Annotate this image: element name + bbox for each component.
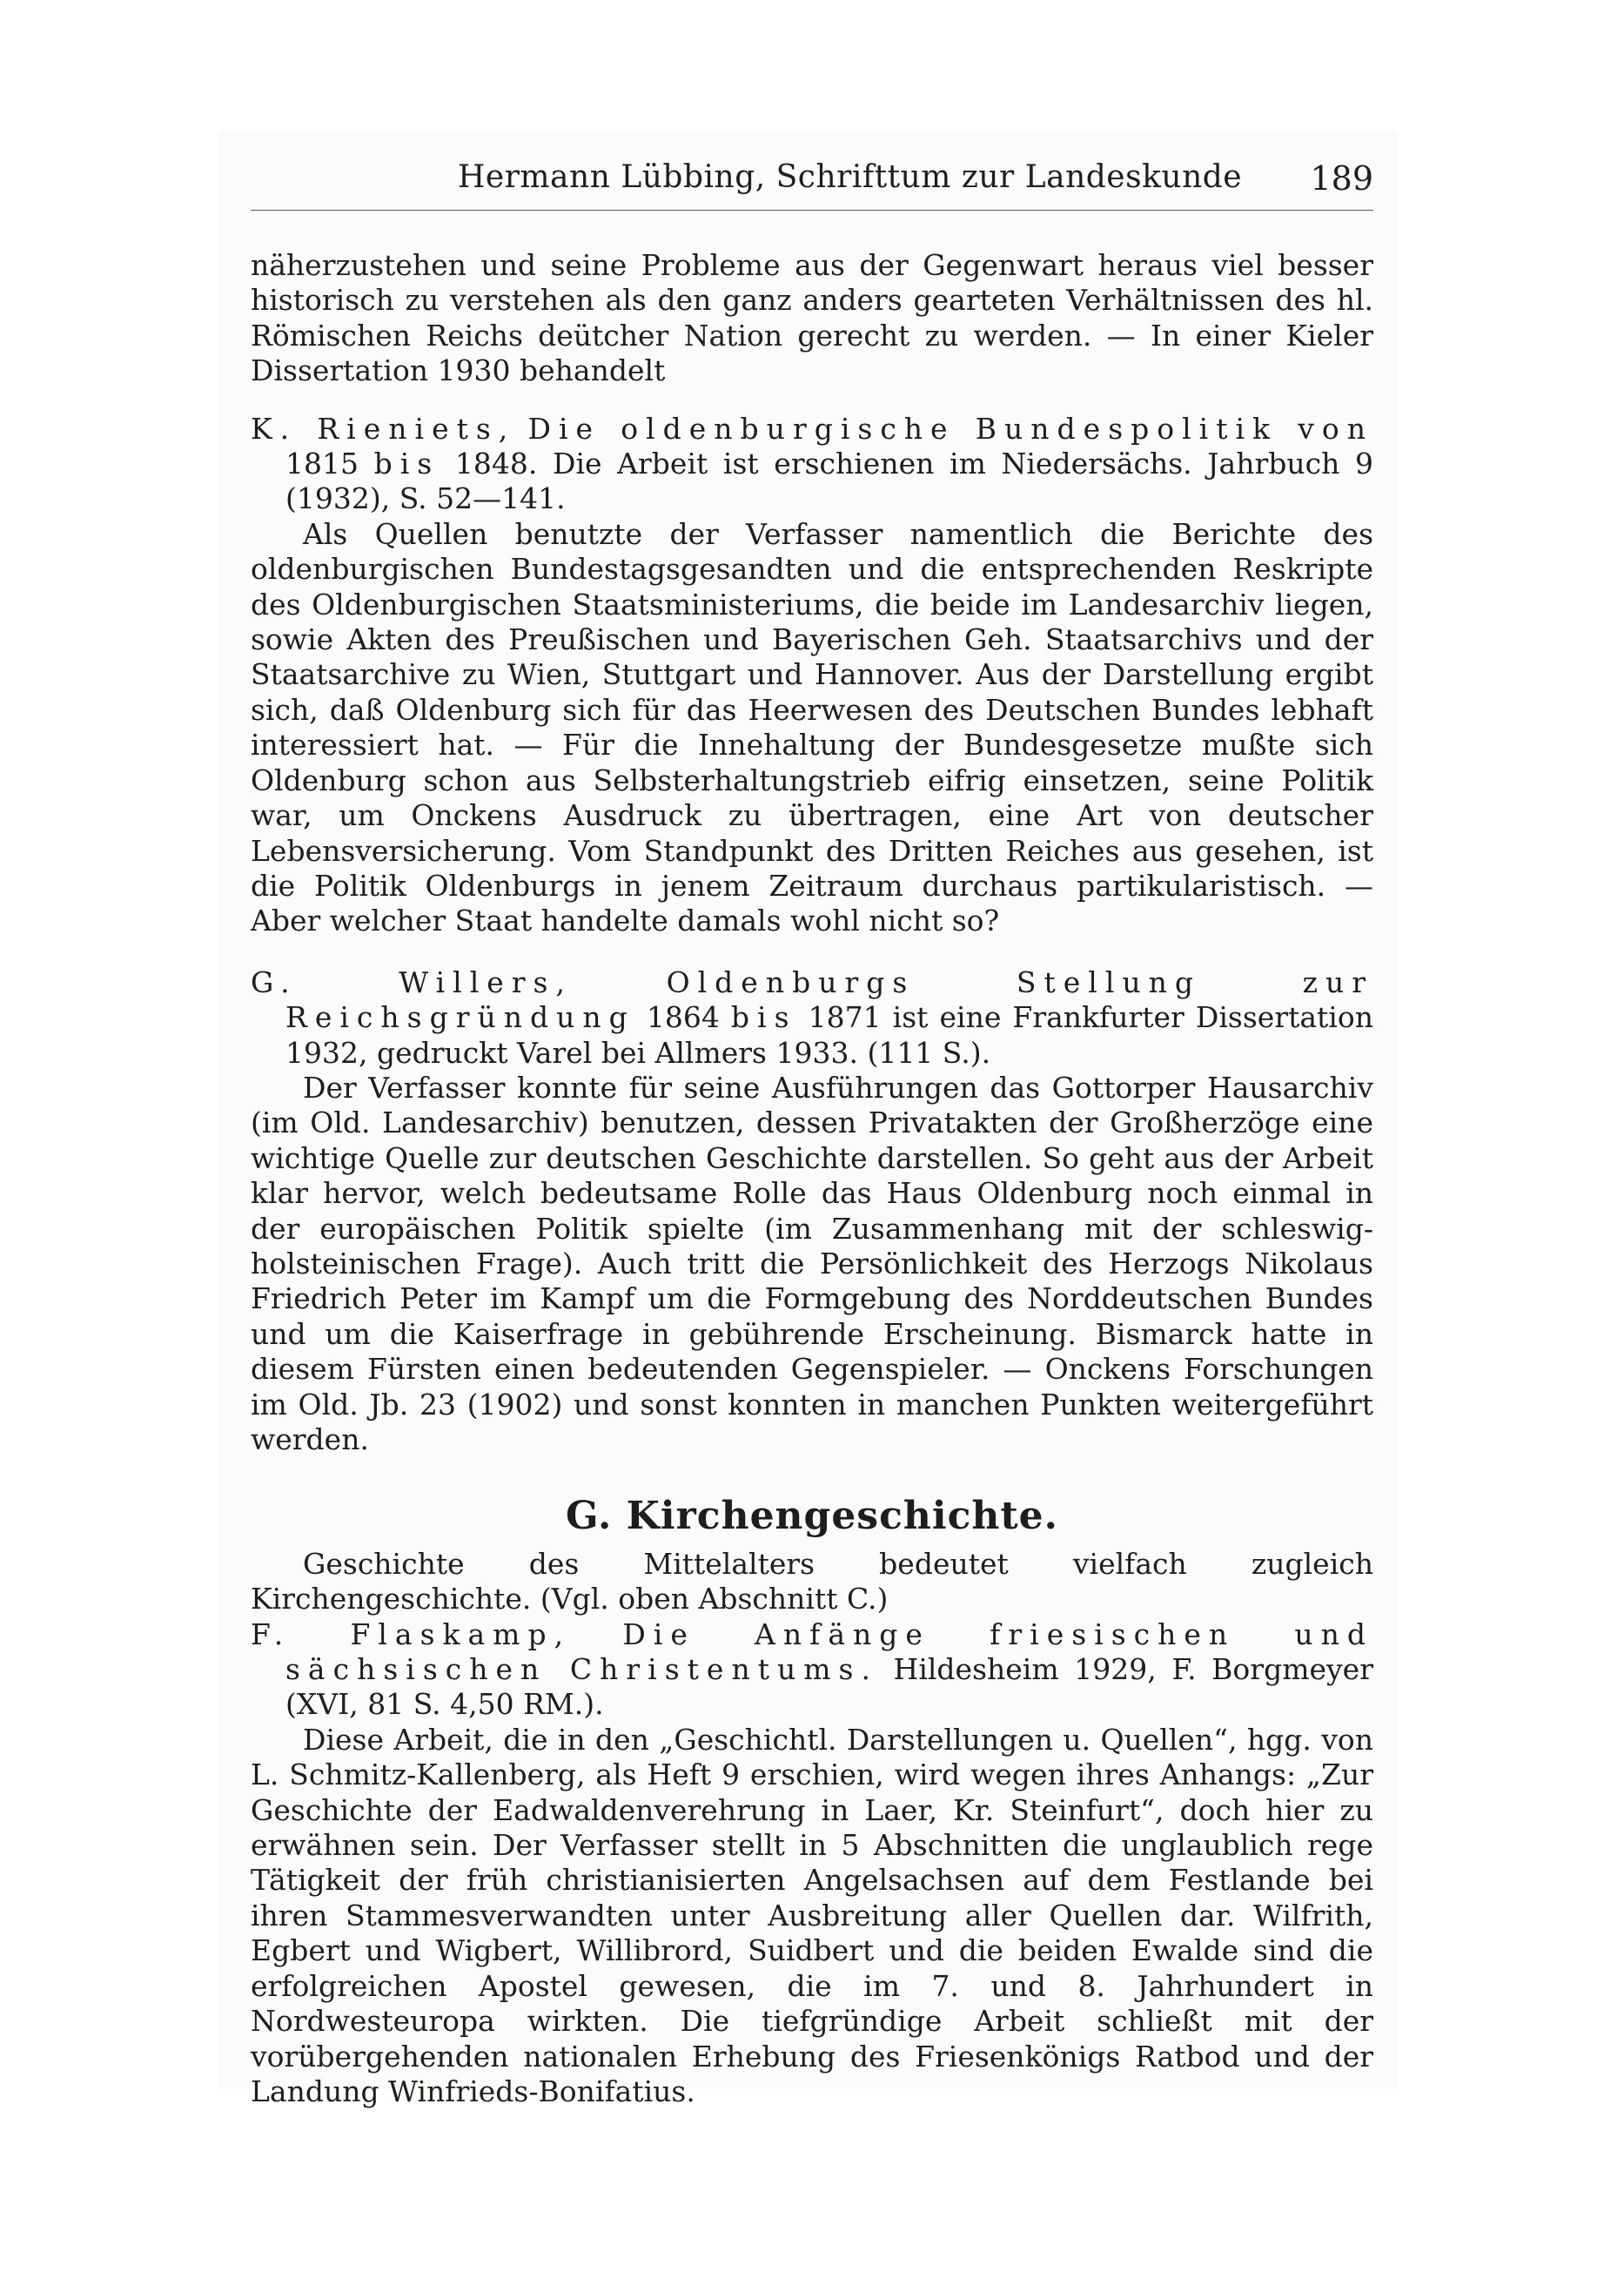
paragraph-flaskamp-review: Diese Arbeit, die in den „Geschichtl. Darstellungen u. Quellen“, hgg. von L. Schmitz-Kallenberg, als Heft 9 erschien, wird wegen ihres Anhangs: „Zur Geschichte der Eadwaldenverehrung in Laer, Kr. Steinfurt“, doch hier zu erwähnen sein. Der Verfasser stellt in 5 Abschnitten die unglaublich rege Tätigkeit der früh christianisierten Angelsachsen auf dem Festlande bei ihren Stammesverwandten unter Ausbreitung aller Quellen dar. Wilfrith, Egbert und Wigbert, Willibrord, Suidbert und die beiden Ewalde sind die erfolgreichen Apostel gewesen, die im 7. und 8. Jahrhundert in Nordwesteuropa wirkten. Die tiefgründige Arbeit schließt mit der vorübergehenden nationalen Erhebung des Friesenkönigs Ratbod und der Landung Winfrieds-Bonifatius. [251,1722,1373,2108]
page-header [251,159,1373,210]
paragraph-continuation: näherzustehen und seine Probleme aus der Gegenwart heraus viel besser historisch zu verstehen als den ganz anders gearteten Verhältnissen des hl. Römischen Reichs deütcher Nation gerecht zu werden. — In einer Kieler Dissertation 1930 behandelt [251,248,1373,388]
page-number: 189 [1310,159,1373,198]
bibliography-entry-rieniets [251,412,1373,517]
entry-details: Hildesheim 1929, F. Borgmeyer (XVI, 81 S. 4,50 RM.). [285,1652,1373,1722]
paragraph-rieniets-review: Als Quellen benutzte der Verfasser namentlich die Berichte des oldenburgischen Bundestagsgesandten und die entsprechenden Reskripte des Oldenburgischen Staatsministeriums, die beide im Landesarchiv liegen, sowie Akten des Preußischen und Bayerischen Geh. Staatsarchivs und der Staatsarchive zu Wien, Stuttgart und Hannover. Aus der Darstellung ergibt sich, daß Oldenburg sich für das Heerwesen des Deutschen Bundes lebhaft interessiert hat. — Für die Innehaltung der Bundesgesetze mußte sich Oldenburg schon aus Selbsterhaltungstrieb eifrig einsetzen, seine Politik war, um Onckens Ausdruck zu übertragen, eine Art von deutscher Lebensversicherung. Vom Standpunkt des Dritten Reiches aus gesehen, ist die Politik Oldenburgs in jenem Zeitraum durchaus partikularistisch. — Aber welcher Staat handelte damals wohl nicht so? [251,516,1373,938]
entry-title-end: bis [373,447,440,481]
entry-author: F. Flaskamp, [251,1616,572,1651]
paragraph-willers-review: Der Verfasser konnte für seine Ausführungen das Gottorper Hausarchiv (im Old. Landesarchiv) benutzen, dessen Privatakten der Großherzöge eine wichtige Quelle zur deutschen Geschichte darstellen. So geht aus der Arbeit klar hervor, welch bedeutsame Rolle das Haus Oldenburg noch einmal in der europäischen Politik spielte (im Zusammenhang mit der schleswig-holsteinischen Frage). Auch tritt die Persönlichkeit des Herzogs Nikolaus Friedrich Peter im Kampf um die Formgebung des Norddeutschen Bundes und um die Kaiserfrage in gebührende Erscheinung. Bismarck hatte in diesem Fürsten einen bedeutenden Gegenspieler. — Onckens Forschungen im Old. Jb. 23 (1902) und sonst konnten in manchen Punkten weitergeführt werden. [251,1070,1373,1456]
header-rule [251,210,1373,211]
entry-title-end: bis [730,1000,797,1035]
entry-author: G. Willers, [251,965,573,999]
section-heading: G. Kirchengeschichte. [566,1494,1058,1539]
entry-details: 1871 ist eine Frankfurter Dissertation 1932, gedruckt Varel bei Allmers 1933. (111 S.). [285,1000,1373,1070]
entry-title: Die Anfänge friesischen und sächsischen Christentums. [285,1616,1373,1687]
entry-author: K. Rieniets, [251,411,516,446]
paragraph-section-intro: Geschichte des Mittelalters bedeutet vielfach zugleich Kirchengeschichte. (Vgl. oben Abschnitt C.) [251,1546,1373,1616]
entry-year-start: 1815 [285,447,359,481]
running-head: Hermann Lübbing, Schrifttum zur Landeskunde [458,159,1243,195]
entry-year-start: 1864 [646,1000,720,1035]
entry-details: 1848. Die Arbeit ist erschienen im Niedersächs. Jahrbuch 9 (1932), S. 52—141. [285,447,1373,516]
entry-title: Die oldenburgische Bundespolitik von [527,411,1373,446]
book-page [251,0,1373,2292]
page-content [251,248,1373,2109]
entry-title: Oldenburgs Stellung zur Reichsgründung [285,965,1373,1035]
bibliography-entry-willers [251,965,1373,1071]
bibliography-entry-flaskamp [251,1617,1373,1723]
